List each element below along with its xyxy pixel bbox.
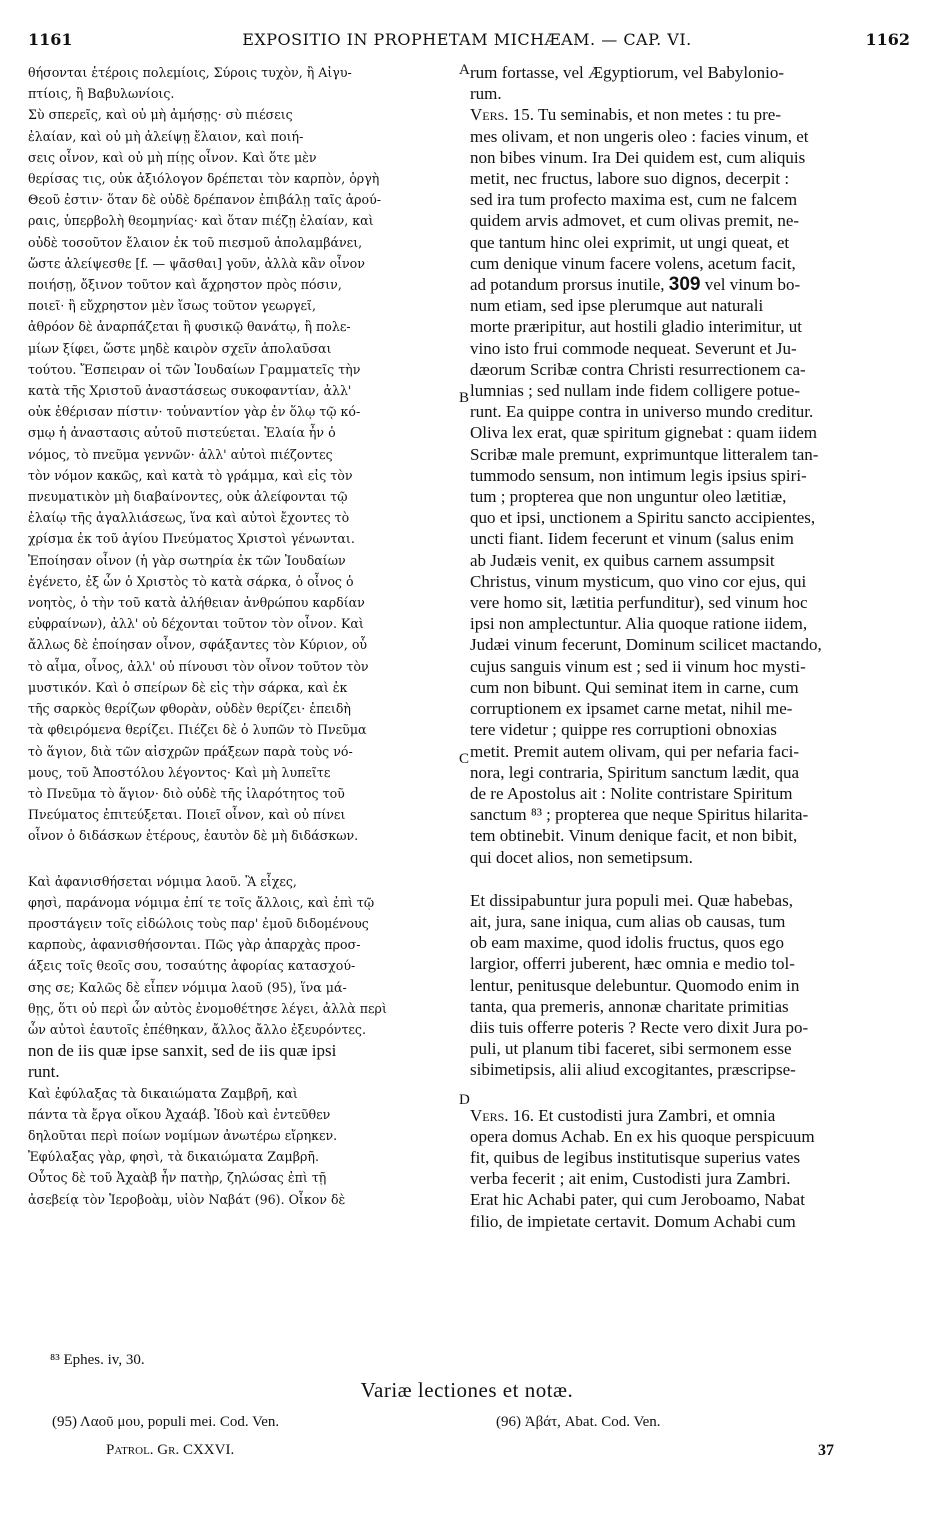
verse-label-16: Vers. 16. (470, 1105, 535, 1125)
greek-line: μίων ξίφει, ὥστε μηδὲ καιρὸν σχεῖν ἀπολαῦσαι (28, 340, 332, 356)
greek-line: πτίοις, ἢ Βαβυλωνίοις. (28, 86, 175, 102)
greek-line: Πνεύματος ἐπιτεύξεται. Ποιεῖ οἶνον, καὶ οὐ πίνει (28, 807, 346, 823)
greek-line: πνευματικὸν μὴ διαβαίνοντες, οὐκ ἀλείφονται τῷ (28, 489, 348, 505)
greek-line: νοητὸς, ὁ τὴν τοῦ κατὰ ἀλήθειαν ἀνθρώπου καρδίαν (28, 595, 365, 611)
greek-line: φησὶ, παράνομα νόμιμα ἐπί τε τοῖς ἄλλοις, καὶ ἐπὶ τῷ (28, 894, 375, 910)
latin-line: filio, de impietate certavit. Domum Achabi cum (470, 1211, 796, 1231)
greek-line: οἶνον ὁ διδάσκων ἑτέρους, ἑαυτὸν δὲ μὴ διδάσκων. (28, 828, 359, 844)
variae-title: Variæ lectiones et notæ. (360, 1378, 574, 1402)
greek-line: Καὶ ἀφανισθήσεται νόμιμα λαοῦ. Ἃ εἶχες, (28, 873, 297, 889)
variant-note-95: (95) Λαοῦ μου, populi mei. Cod. Ven. (52, 1414, 280, 1430)
latin-block-1 (470, 62, 906, 104)
greek-line: θερίσας τις, οὐκ ἀξιόλογον δρέπεται τὸν καρπὸν, ὀργὴ (28, 171, 380, 187)
greek-line: άξεις τοῖς θεοῖς σου, τοσαύτης ἀφορίας κατασχού- (28, 958, 356, 974)
latin-line: de re Apostolus ait : Nolite contristare Spiritum (470, 783, 793, 803)
greek-line: θῃς, ὅτι οὐ περὶ ὧν αὐτὸς ἐνομοθέτησε λέγει, ἀλλὰ περὶ (28, 1000, 387, 1016)
latin-line: cum denique vinum facere volens, acetum facit, (470, 253, 796, 273)
latin-line: metit, nec fructus, labore suo dignos, decerpit : (470, 169, 790, 189)
latin-column (470, 62, 906, 1232)
greek-line: οὐδὲ τοσοῦτον ἔλαιον ἐκ τοῦ πιεσμοῦ ἀπολαμβάνει, (28, 234, 363, 250)
latin-line: Scribæ male premunt, exprimuntque litteralem tan- (470, 444, 819, 464)
latin-line: Vers. 16. Et custodisti jura Zambri, et omnia (470, 1105, 776, 1125)
greek-line: ἐλαίῳ τῆς ἀγαλλιάσεως, ἵνα καὶ αὐτοὶ ἔχοντες τὸ (28, 510, 350, 526)
margin-letter-b: B (459, 390, 470, 406)
paragraph-gap (470, 868, 906, 890)
page-number-right: 1162 (865, 30, 910, 49)
latin-line: quo et ipsi, unctionem a Spiritu sancto accipientes, (470, 508, 816, 528)
greek-line: θήσονται ἑτέροις πολεμίοις, Σύροις τυχὸν, ἢ Αἰγυ- (28, 65, 352, 80)
latin-line: sed ira tum profecto maxima est, cum ne falcem (470, 190, 798, 210)
greek-block-3 (28, 1083, 458, 1210)
greek-line: σεις οἶνον, καὶ οὐ μὴ πίῃς οἶνον. Καὶ ὅτε μὲν (28, 149, 317, 165)
greek-line: ἄλλως δὲ ἐποίησαν οἶνον, σφάξαντες τὸν Κύριον, οὗ (28, 637, 368, 653)
greek-line: καρποὺς, ἀφανισθήσονται. Πῶς γὰρ ἀπαρχὰς προσ- (28, 937, 361, 953)
greek-line: μυστικόν. Καὶ ὁ σπείρων δὲ εἰς τὴν σάρκα, καὶ ἐκ (28, 679, 348, 695)
greek-line: σης σε; Καλῶς δὲ εἶπεν νόμιμα λαοῦ (95), ἵνα μά- (28, 979, 347, 995)
latin-line: sanctum ⁸³ ; propterea que neque Spiritus hilarita- (470, 805, 809, 825)
latin-line: quidem arvis admovet, et cum olivas premit, ne- (470, 211, 800, 231)
greek-line: τὸ Πνεῦμα τὸ ἅγιον· διὸ οὐδὲ τῆς ἱλαρότητος τοῦ (28, 785, 345, 801)
paragraph-gap (470, 1081, 906, 1105)
latin-line: largior, offerri juberent, hæc omnia e medio tol- (470, 954, 795, 974)
greek-line: ὧν αὐτοὶ ἑαυτοῖς ἐπέθηκαν, ἄλλος ἄλλο ἐξευρόντες. (28, 1021, 366, 1037)
latin-line: runt. Ea quippe contra in universo mundo creditur. (470, 402, 814, 422)
greek-line: Καὶ ἐφύλαξας τὰ δικαιώματα Ζαμβρῆ, καὶ (28, 1085, 298, 1101)
latin-line: lumnias ; sed nullam inde fidem colligere potue- (470, 381, 800, 401)
greek-line: εὐφραίνων), ἀλλ' οὐ δέχονται τοῦτον τὸν οἶνον. Καὶ (28, 616, 364, 632)
greek-line: τὸν νόμον κακῶς, καὶ κατὰ τὸ γράμμα, καὶ εἰς τὸν (28, 467, 353, 483)
footnote: ⁸³ Ephes. iv, 30. (50, 1352, 145, 1368)
latin-line: qui docet alios, non semetipsum. (470, 847, 693, 867)
greek-line: κατὰ τῆς Χριστοῦ ἀναστάσεως συκοφαντίαν, ἀλλ' (28, 383, 352, 399)
latin-line: vere homo sit, lætitia perfunditur), sed vinum hoc (470, 593, 808, 613)
greek-line: τούτου. Ἔσπειραν οἱ τῶν Ἰουδαίων Γραμματεῖς τὴν (28, 361, 361, 377)
greek-line: τῆς σαρκὸς θερίζων φθορὰν, οὐδὲν θερίζει· ἐπειδὴ (28, 701, 351, 717)
latin-line: puli, ut planum tibi faceret, sibi sermonem esse (470, 1039, 792, 1059)
running-title: EXPOSITIO IN PROPHETAM MICHÆAM. — CAP. VI. (242, 30, 692, 49)
latin-line: Oliva lex erat, quæ spiritum gignebat : quam iidem (470, 423, 818, 443)
latin-line: non bibes vinum. Ira Dei quidem est, cum aliquis (470, 147, 806, 167)
latin-line: Erat hic Achabi pater, qui cum Jeroboamo, Nabat (470, 1190, 805, 1210)
greek-line: προστάγειν τοῖς εἰδώλοις τοὺς παρ' ἐμοῦ διδομένους (28, 915, 369, 931)
latin-overflow (28, 1040, 458, 1082)
verse-label-15: Vers. 15. (470, 105, 535, 125)
greek-line: νόμος, τὸ πνεῦμα γεννῶν· ἀλλ' αὐτοὶ πιέζοντες (28, 446, 333, 462)
latin-block-2 (470, 104, 906, 867)
latin-line: tanta, qua premeris, annonæ charitate primitias (470, 996, 789, 1016)
latin-line: lentur, penitusque delebuntur. Quomodo enim in (470, 975, 800, 995)
greek-line: ποιεῖ· ἢ εὔχρηστον μὲν ἴσως τοῦτον γεωργεῖ, (28, 298, 316, 314)
latin-line: rum fortasse, vel Ægyptiorum, vel Babylonio- (470, 63, 784, 82)
margin-letter-c: C (459, 751, 470, 767)
latin-block-5 (470, 1105, 906, 1232)
variant-note-96: (96) Ἀβάτ, Abat. Cod. Ven. (496, 1414, 661, 1430)
greek-line: μους, τοῦ Ἀποστόλου λέγοντος· Καὶ μὴ λυπεῖτε (28, 764, 331, 780)
greek-line: τὸ αἷμα, οἶνος, ἀλλ' οὐ πίνουσι τὸν οἶνον τοῦτον τὸν (28, 658, 369, 674)
latin-line: que tantum hinc olei exprimit, ut ungi queat, et (470, 232, 790, 252)
page-number-left: 1161 (28, 30, 73, 49)
greek-line: ὥστε ἀλείψεσθε [f. — ψᾶσθαι] γοῦν, ἀλλὰ κἂν οἶνον (28, 255, 365, 271)
latin-line: ob eam maxime, quod idolis fructus, quos ego (470, 933, 784, 953)
latin-line: cujus sanguis vinum est ; sed ii vinum hoc mysti- (470, 656, 806, 676)
latin-line: corruptionem ex ipsamet carne metat, nihil me- (470, 699, 793, 719)
greek-line: τὰ φθειρόμενα θερίζει. Πιέζει δὲ ὁ λυπῶν τὸ Πνεῦμα (28, 722, 367, 738)
greek-line: τὸ ἅγιον, διὰ τῶν αἰσχρῶν πράξεων παρὰ τοὺς νό- (28, 743, 353, 759)
latin-line: sibimetipsis, alii aliud excogitantes, præscripse- (470, 1060, 796, 1080)
latin-line: non de iis quæ ipse sanxit, sed de iis quæ ipsi (28, 1041, 337, 1061)
greek-line: Θεοῦ ἐστιν· ὅταν δὲ οὐδὲ δρέπανον ἐπιβάλῃ ταῖς ἀρού- (28, 192, 381, 208)
margin-letter-a: A (459, 62, 470, 78)
latin-line: cum non bibunt. Qui seminat item in carne, cum (470, 677, 799, 697)
latin-line: ab Judæis venit, ex quibus carnem assumpsit (470, 550, 775, 570)
series-signature: Patrol. Gr. CXXVI. (106, 1442, 235, 1458)
greek-line: Ἐποίησαν οἶνον (ἡ γὰρ σωτηρία ἐκ τῶν Ἰουδαίων (28, 552, 346, 568)
latin-line: morte præripitur, aut hostili gladio interimitur, ut (470, 317, 802, 337)
latin-line: nora, legi contraria, Spiritum sanctum lædit, qua (470, 762, 800, 782)
greek-line: ἐλαίαν, καὶ οὐ μὴ ἀλείψῃ ἔλαιον, καὶ ποιή- (28, 128, 304, 144)
latin-line: Christus, vinum mysticum, quo vino cor ejus, qui (470, 571, 807, 591)
latin-line: Et dissipabuntur jura populi mei. Quæ habebas, (470, 890, 793, 910)
latin-line: tere videtur ; quippe res corruptioni obnoxias (470, 720, 777, 740)
latin-line: runt. (28, 1062, 60, 1082)
greek-line: Σὺ σπερεῖς, καὶ οὐ μὴ ἀμήσῃς· σὺ πιέσεις (28, 107, 293, 123)
greek-line: Ἐφύλαξας γὰρ, φησὶ, τὰ δικαιώματα Ζαμβρῆ. (28, 1149, 319, 1165)
latin-line: ad potandum prorsus inutile, 309 vel vinum bo- (470, 274, 801, 296)
greek-block-2 (28, 871, 458, 1041)
latin-line: mes olivam, et non ungeris oleo : facies vinum, et (470, 126, 809, 146)
latin-block-4 (470, 890, 906, 1081)
greek-block-1 (28, 62, 458, 847)
paragraph-gap (28, 847, 458, 871)
latin-line: tem obtinebit. Vinum denique facit, et non bibit, (470, 826, 798, 846)
greek-line: οὐκ ἐθέρισαν πίστιν· τοὐναντίον γὰρ ἐν ὅλῳ τῷ κό- (28, 404, 361, 420)
latin-line: fit, quibus de legibus institutisque superius vates (470, 1147, 801, 1167)
greek-line: ποιήσῃ, ὄξινον τοῦτον καὶ ἄχρηστον πρὸς πόσιν, (28, 277, 342, 293)
greek-line: σμῳ ἡ ἀναστασις αὐτοῦ πιστεύεται. Ἐλαία ἦν ὁ (28, 425, 336, 441)
latin-line: num etiam, sed ipse plerumque aut naturali (470, 296, 764, 316)
latin-line: vino isto frui commode nequeat. Severunt et Ju- (470, 338, 797, 358)
greek-line: ἀσεβείᾳ τὸν Ἱεροβοὰμ, υἱὸν Ναβάτ (96). Οἶκον δὲ (28, 1191, 346, 1207)
latin-line: metit. Premit autem olivam, qui per nefaria faci- (470, 741, 800, 761)
latin-line: Vers. 15. Tu seminabis, et non metes : tu pre- (470, 105, 782, 125)
latin-line: verba fecerit ; ait enim, Custodisti jura Zambri. (470, 1169, 791, 1189)
latin-line: dæorum Scribæ contra Christi resurrectionem ca- (470, 359, 806, 379)
latin-line: ipsi non amplectuntur. Alia quoque ratione iidem, (470, 614, 808, 634)
latin-line: uncti fiant. Iidem fecerunt et vinum (salus enim (470, 529, 794, 549)
latin-line: diis tuis offerre poteris ? Recte vero dixit Jura po- (470, 1017, 809, 1037)
greek-line: πάντα τὰ ἔργα οἴκου Ἀχαάβ. Ἰδοὺ καὶ ἐντεῦθεν (28, 1106, 331, 1122)
margin-letter-d: D (459, 1092, 470, 1108)
latin-line: tummodo sensum, non intimum legis ipsius spiri- (470, 465, 807, 485)
greek-line: δηλοῦται περὶ ποίων νομίμων ἀνωτέρω εἴρηκεν. (28, 1127, 338, 1143)
greek-line: ραις, ὑπερβολὴ θεομηνίας· καὶ ὅταν πιέζῃ ἐλαίαν, καὶ (28, 213, 374, 229)
greek-line: Οὗτος δὲ τοῦ Ἀχαὰβ ἦν πατὴρ, ζηλώσας ἐπὶ τῇ (28, 1170, 327, 1186)
latin-line: opera domus Achab. En ex his quoque perspicuum (470, 1126, 815, 1146)
latin-line: ait, jura, sane iniqua, cum alias ob causas, tum (470, 911, 786, 931)
running-header (0, 30, 934, 54)
latin-line: Judæi vinum fecerunt, Dominum scilicet mactando, (470, 635, 822, 655)
greek-column (28, 62, 458, 1210)
greek-line: ἐγένετο, ἐξ ὧν ὁ Χριστὸς τὸ κατὰ σάρκα, ὁ οἶνος ὁ (28, 573, 354, 589)
latin-line: rum. (470, 84, 502, 104)
greek-line: ἀθρόον δὲ ἀναρπάζεται ἢ φυσικῷ θανάτῳ, ἢ πολε- (28, 319, 351, 335)
greek-line: χρίσμα ἐκ τοῦ ἁγίου Πνεύματος Χριστοὶ γένωνται. (28, 531, 355, 547)
latin-line: tum ; propterea que non unguntur oleo lætitiæ, (470, 487, 787, 507)
column-number-309: 309 (668, 274, 701, 296)
gathering-number: 37 (818, 1442, 834, 1459)
